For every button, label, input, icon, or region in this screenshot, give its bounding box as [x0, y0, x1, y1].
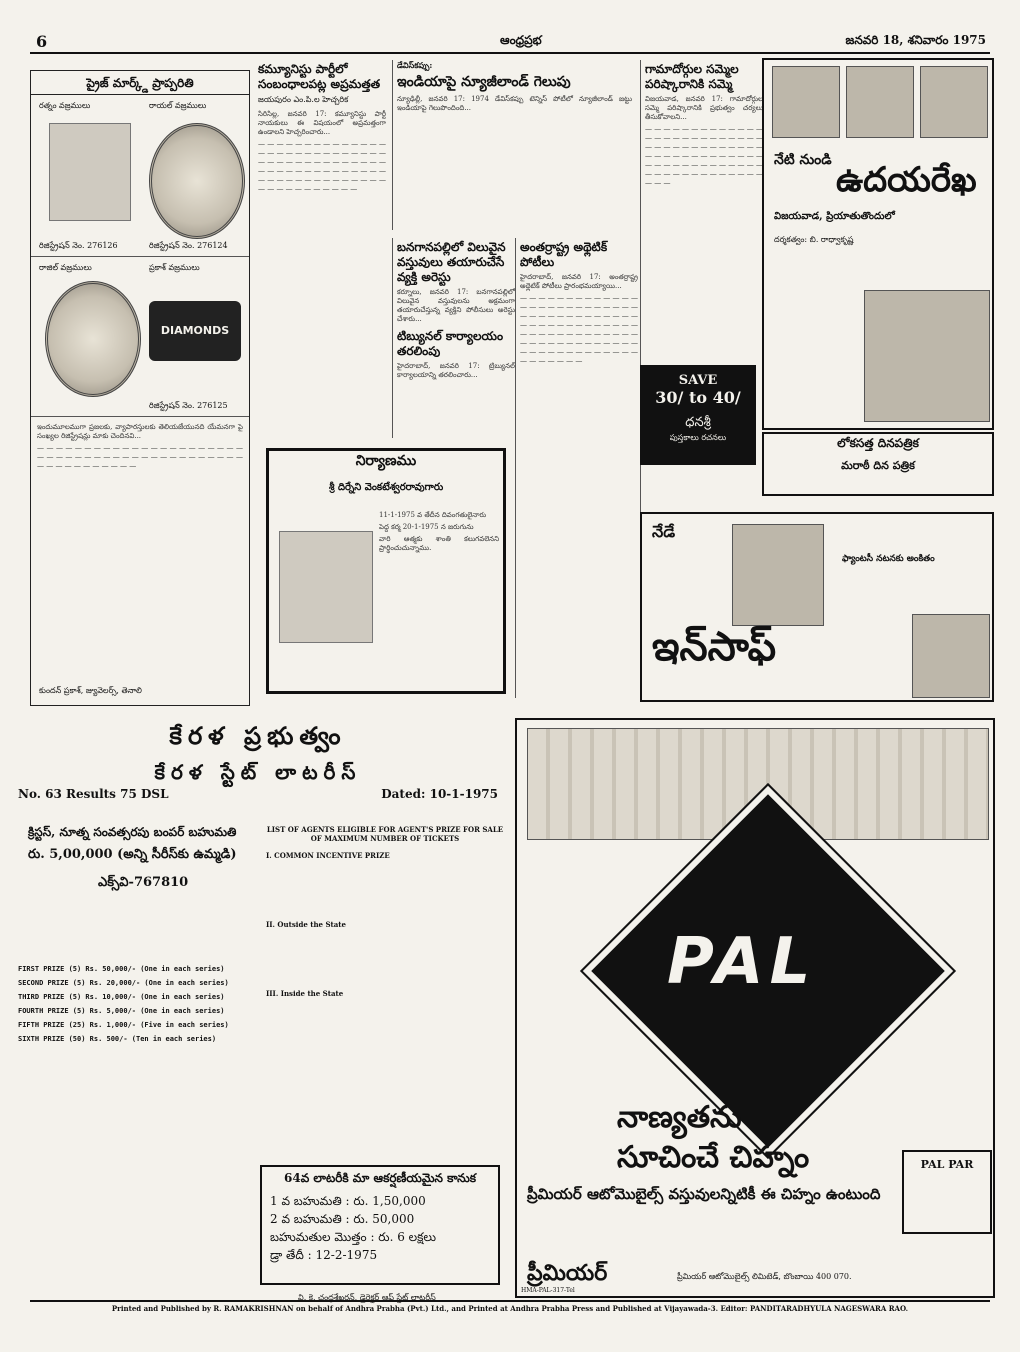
film-ad-2-note: ఫ్యాంటసీ నటనకు అంకితం [842, 554, 935, 564]
rajil-medal [45, 281, 141, 397]
prize-list [18, 965, 258, 1049]
lottery-dated: Dated: 10-1-1975 [381, 787, 498, 801]
news-col-2-filler: — — — — — — — — — — — — — — — — — — — — — — — — — — — — — — — — — — — — — — — — — — — — — — — — — — — — — — — — — — — — — — — — — — — — — — — — — — — — — — — — — [258, 140, 386, 193]
reg-number-1: రిజిస్ట్రేషన్ నెం. 276126 [39, 241, 118, 250]
imprint-footer [30, 1300, 990, 1318]
obituary-title: నిర్యాణము [355, 453, 417, 469]
obituary-body: వారి ఆత్మకు శాంతి కలుగవలెనని ప్రార్థించుచున్నాము. [379, 535, 499, 552]
lottery-director: వి. కె. చంద్రశేఖరన్, డైరెక్టర్ ఆఫ్ స్టేట్ లాటరీస్ [298, 1293, 436, 1302]
reg-number-2: రిజిస్ట్రేషన్ నెం. 276124 [149, 241, 228, 250]
news-col-2-headline: కమ్యూనిస్టు పార్టీలో సంబంధాలపట్ల అప్రమత్తత [258, 62, 381, 91]
obituary-name: శ్రీ దిర్నేని వెంకటేశ్వరరావుగారు [329, 482, 444, 493]
save-ad [640, 365, 756, 465]
next-draw-box [260, 1165, 500, 1285]
save-ad-sub: పుస్తకాలు రచనలు [669, 433, 727, 442]
prize-row-6: SIXTH PRIZE (50) Rs. 500/- (Ten in each series) [18, 1035, 217, 1043]
royal-medal [149, 123, 245, 239]
jewel-ad-body-text: ఇందుమూలముగా ప్రజలకు, వ్యాపారస్తులకు తెలియజేయునది యేమనగా పై సంఖ్యల రిజిస్ట్రేషన్లు మాకు చెందినవి... [37, 423, 243, 440]
news-col-4-body-text: హైదరాబాద్, జనవరి 17: ట్రిబ్యునల్ కార్యాలయాన్ని తరలించారు... [397, 362, 515, 379]
film-ad-2-still-2 [912, 614, 990, 698]
agents-list [266, 825, 504, 1065]
right-news-body-text: విజయవాడ, జనవరి 17: గామాదోర్గుల సమ్మె పరిష్కారానికి ప్రభుత్వం చర్యలు తీసుకోవాలని... [645, 95, 763, 121]
save-ad-save: SAVE [678, 373, 718, 388]
film-ad-1-still [864, 290, 990, 422]
obituary-photo [279, 531, 373, 643]
news-col-2-byline: జయపురం ఎం.పి.ల హెచ్చరిక [258, 95, 349, 104]
film-ad-1 [762, 58, 994, 430]
film-ad-2-title: ఇన్‌సాఫ్ [652, 624, 777, 670]
jewel-ad-filler: — — — — — — — — — — — — — — — — — — — — — — — — — — — — — — — — — — — — — — — — — — — — — — — — — — — — — — — [37, 444, 243, 470]
issue-date: జనవరి 18, శనివారం 1975 [845, 33, 986, 47]
agents-section-1: I. COMMON INCENTIVE PRIZE [266, 851, 390, 860]
label-royal: రాయల్ వజ్రములు [149, 101, 207, 110]
lottery-bumper-ticket: ఎక్స్‌వి-767810 [98, 875, 189, 890]
news-col-4-headline: టిబ్యునల్ కార్యాలయం తరలింపు [397, 329, 504, 358]
pal-headline-2: సూచించే చిహ్నం [617, 1140, 810, 1175]
prize-row-5: FIFTH PRIZE (25) Rs. 1,000/- (Five in each series) [18, 1021, 229, 1029]
obituary-rite: పెద్ద కర్మ 20-1-1975 న జరుగును [379, 523, 474, 531]
obituary-date: 11-1-1975 వ తేదీన దివంగతులైనారు [379, 511, 487, 519]
prize-row-4: FOURTH PRIZE (5) Rs. 5,000/- (One in each series) [18, 1007, 225, 1015]
pal-par-text: PAL PAR [920, 1158, 974, 1171]
jewel-divider [31, 256, 249, 257]
news-col-3-headline: బనగానపల్లిలో విలువైన వస్తువులు తయారుచేసే వ్యక్తి అరెస్టు [397, 240, 506, 284]
film-ad-1-title: ఉదయరేఖ [836, 160, 977, 200]
sports-body-text: న్యూఢిల్లీ, జనవరి 17: 1974 డేవిస్‌కప్పు టెన్నిస్ పోటీలో న్యూజీలాండ్ జట్టు ఇండియాపై గెలుపొందింది... [397, 95, 632, 112]
agents-section-3: III. Inside the State [266, 989, 344, 998]
prize-row-1: FIRST PRIZE (5) Rs. 50,000/- (One in each series) [18, 965, 225, 973]
news-col-3-body [397, 288, 515, 327]
news-col-2 [258, 60, 386, 440]
save-ad-brand: ధనశ్రీ [685, 415, 711, 430]
imprint-text: Printed and Published by R. RAMAKRISHNAN on behalf of Andhra Prabha (Pvt.) Ltd., and Printed at Andhra Prabha Press and Published at Vijayawada-3. Editor: PANDITARADHYULA NAGESWARA RAO. [111, 1304, 909, 1313]
right-news-headline: గామాదోర్గుల సమ్మెల పరిష్కారానికి సమ్మె [645, 62, 739, 91]
lottery-bumper-amount: రు. 5,00,000 (అన్ని సీరీస్‌కు ఉమ్మడి) [28, 847, 237, 862]
film-ad-1-tagline: నేటి నుండి [774, 152, 832, 168]
news-col-4-body [397, 362, 515, 383]
film-ad-2-tagline: నేడే [652, 522, 676, 541]
next-draw-line-4: డ్రా తేదీ : 12-2-1975 [270, 1248, 378, 1262]
actor-photo-3 [920, 66, 988, 138]
next-draw-line-2: 2 వ బహుమతి : రు. 50,000 [270, 1212, 415, 1226]
portrait-photo [49, 123, 131, 221]
prize-row-2: SECOND PRIZE (5) Rs. 20,000/- (One in each series) [18, 979, 229, 987]
page-number: 6 [36, 32, 48, 51]
lottery-results-no: No. 63 Results 75 DSL [18, 787, 169, 801]
jewel-ad-body [37, 423, 243, 673]
lokasatta-ad [762, 432, 994, 496]
paper-name: ఆంధ్రప్రభ [500, 33, 542, 47]
lokasatta-title: లోకసత్త దినపత్రిక [837, 436, 919, 450]
film-ad-2-still-1 [732, 524, 824, 626]
sports-col-2-body [520, 273, 638, 369]
actor-photo-1 [772, 66, 840, 138]
pal-footer-note: ప్రీమియర్ ఆటోమొబైల్స్ లిమిటెడ్, బొంబాయి 400 070. [677, 1272, 852, 1281]
next-draw-line-3: బహుమతుల మొత్తం : రు. 6 లక్షలు [270, 1230, 437, 1244]
pal-logo: PAL [667, 925, 817, 999]
reg-number-3: రిజిస్ట్రేషన్ నెం. 276125 [149, 401, 228, 410]
film-ad-1-credits: దర్శకత్వం: బి. రాధ్వాకృష్ణ [774, 235, 854, 244]
pal-code: HMA-PAL-317-Tel [521, 1287, 575, 1294]
label-rajil: రాజిల్ వజ్రములు [39, 263, 92, 272]
lokasatta-sub: మరాఠీ దిన పత్రిక [841, 459, 915, 472]
sports-col-2-headline: అంతర్రాష్ట్ర అథ్లెటిక్ పోటీలు [520, 240, 608, 269]
jewel-ad-footer: కుందన్ ప్రకాశ్, జ్యువెలర్స్, తెనాలి [39, 686, 142, 695]
news-col-2-body-text: సిరిసిల్ల, జనవరి 17: కమ్యూనిస్టు పార్టీ నాయకులు ఈ విషయంలో అప్రమత్తంగా ఉండాలని హెచ్చరించారు... [258, 110, 386, 136]
obituary-text [379, 511, 499, 681]
next-draw-line-1: 1 వ బహుమతి : రు. 1,50,000 [270, 1194, 426, 1208]
diamonds-logo-text: DIAMONDS [160, 324, 230, 337]
obituary [266, 448, 506, 694]
agents-section-2: II. Outside the State [266, 920, 346, 929]
pal-footer-brand: ప్రీమియర్ [527, 1260, 608, 1286]
label-ratnam: రత్నం వజ్రములు [39, 101, 91, 110]
agents-title: LIST OF AGENTS ELIGIBLE FOR AGENT'S PRIZE FOR SALE OF MAXIMUM NUMBER OF TICKETS [266, 825, 504, 843]
jewel-ad [30, 70, 250, 706]
prize-row-3: THIRD PRIZE (5) Rs. 10,000/- (One in each series) [18, 993, 225, 1001]
sports-col-2 [515, 238, 638, 698]
sports-story [392, 60, 632, 230]
save-ad-range: 30/ to 40/ [655, 388, 741, 407]
lottery-title: కేరళ ప్రభుత్వం [169, 721, 347, 750]
masthead [30, 30, 990, 54]
lottery-bumper: క్రిస్టస్, నూత్న సంవత్సరపు బంపర్ బహుమతి [28, 825, 237, 839]
jewel-divider-2 [31, 416, 249, 417]
diamonds-logo [149, 301, 241, 361]
film-ad-2 [640, 512, 994, 702]
pal-headline-1: నాణ్యతను [617, 1100, 742, 1135]
right-news-filler: — — — — — — — — — — — — — — — — — — — — — — — — — — — — — — — — — — — — — — — — — — — — — — — — — — — — — — — — — — — — — — — — — — — — — — — — — — — — — — — — — [645, 125, 763, 187]
sports-col-2-body-text: హైదరాబాద్, జనవరి 17: అంతర్రాష్ట్ర అథ్లెటిక్ పోటీలు ప్రారంభమయ్యాయి... [520, 273, 638, 290]
news-col-2-body [258, 110, 386, 197]
news-col-3 [392, 238, 515, 438]
pal-par-badge [902, 1150, 992, 1234]
pal-sub: ప్రీమియర్ ఆటోమొబైల్స్ వస్తువులన్నిటికీ ఈ చిహ్నం ఉంటుంది [527, 1185, 881, 1203]
actor-photo-2 [846, 66, 914, 138]
sports-col-2-filler: — — — — — — — — — — — — — — — — — — — — — — — — — — — — — — — — — — — — — — — — — — — — — — — — — — — — — — — — — — — — — — — — — — — — — — — — — — — — — — — — — — — — — — — — — — — — — — — — — — [520, 294, 638, 365]
right-news-body [645, 95, 763, 191]
sports-body [397, 95, 632, 116]
label-prakash: ప్రకాశ్ వజ్రములు [149, 263, 200, 272]
news-col-3-body-text: కర్నూలు, జనవరి 17: బనగానపల్లిలో విలువైన వస్తువులను అక్రమంగా తయారుచేస్తున్న వ్యక్తిని పోలీసులు అరెస్టు చేశారు... [397, 288, 515, 323]
jewel-ad-title: ప్రైజ్ మార్క్డ్ ప్రాప్పరితి [31, 73, 249, 95]
lottery-section [8, 715, 508, 1302]
sports-kicker: డేవిస్‌కప్పు: [397, 60, 433, 70]
pal-ad [515, 718, 995, 1298]
next-draw-title: 64వ లాటరీకి మా ఆకర్షణీయమైన కానుక [284, 1171, 476, 1185]
lottery-subtitle: కేరళ స్టేట్ లాటరీస్ [154, 760, 362, 784]
sports-headline: ఇండియాపై న్యూజీలాండ్ గెలుపు [397, 74, 571, 90]
film-ad-1-cities: విజయవాడ, ప్రియాతుతొందులో [774, 211, 895, 222]
